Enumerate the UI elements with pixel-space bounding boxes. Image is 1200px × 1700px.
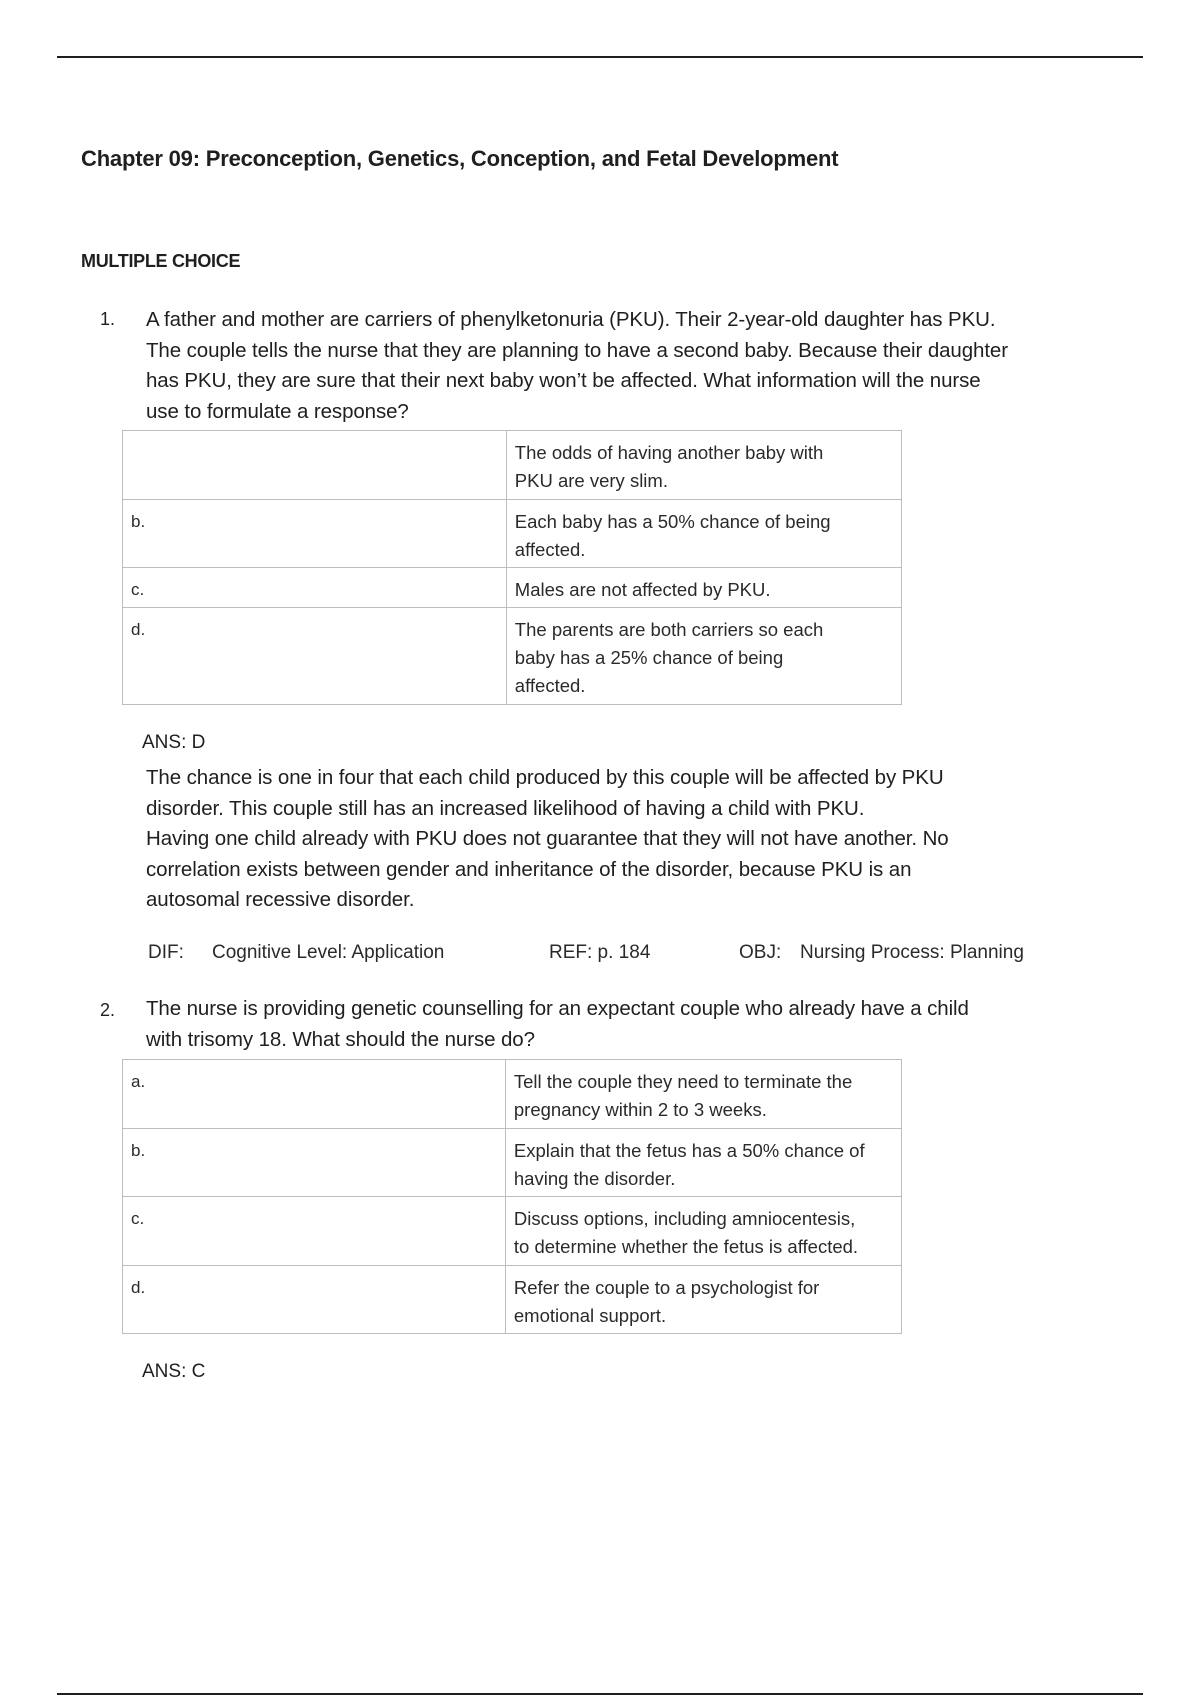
question-2-stem — [146, 994, 1096, 1055]
choice-line: emotional support. — [513, 1305, 667, 1326]
choice-line: affected. — [514, 675, 586, 696]
choice-text — [505, 1266, 901, 1334]
stem-line: A father and mother are carriers of phenylketonuria (PKU). Their 2-year-old daughter has PKU. — [146, 308, 996, 331]
choice-text — [505, 1129, 901, 1197]
choice-text — [506, 568, 901, 608]
choice-row-c[interactable] — [123, 1197, 902, 1266]
stem-line: use to formulate a response? — [146, 399, 409, 423]
question-2-choices — [122, 1059, 902, 1334]
rationale-line: autosomal recessive disorder. — [146, 888, 415, 911]
rationale-line: disorder. This couple still has an increased likelihood of having a child with PKU. — [146, 796, 865, 820]
choice-row-a[interactable] — [123, 1060, 902, 1129]
choice-line: Explain that the fetus has a 50% chance of — [513, 1140, 865, 1161]
choice-letter: b. — [123, 1129, 506, 1197]
choice-letter: b. — [123, 500, 507, 568]
question-1-stem — [146, 305, 1096, 427]
choice-row-c[interactable] — [123, 568, 902, 608]
top-rule — [57, 56, 1143, 58]
choice-line: The parents are both carriers so each — [514, 619, 824, 640]
choice-line: affected. — [514, 539, 586, 560]
section-heading: MULTIPLE CHOICE — [81, 251, 241, 271]
choice-line: Each baby has a 50% chance of being — [514, 511, 831, 532]
choice-text — [506, 608, 901, 705]
bottom-rule — [57, 1693, 1143, 1695]
page-reference: REF: p. 184 — [549, 942, 651, 963]
choice-line: Tell the couple they need to terminate the — [513, 1071, 853, 1092]
choice-row-d[interactable] — [123, 608, 902, 705]
difficulty-label: DIF: — [148, 942, 184, 963]
chapter-title: Chapter 09: Preconception, Genetics, Conception, and Fetal Development — [81, 146, 839, 171]
choice-letter: d. — [123, 1266, 506, 1334]
rationale-line: Having one child already with PKU does not guarantee that they will not have another. No — [146, 827, 949, 850]
choice-text — [505, 1060, 901, 1129]
choice-text — [506, 500, 901, 568]
choice-line: baby has a 25% chance of being — [514, 647, 784, 668]
objective-value: Nursing Process: Planning — [800, 942, 1024, 963]
question-1-answer: ANS: D — [142, 732, 206, 753]
question-1-number: 1. — [100, 309, 116, 329]
choice-line: to determine whether the fetus is affected. — [513, 1236, 859, 1257]
choice-line: Discuss options, including amniocentesis, — [513, 1208, 856, 1229]
choice-text — [505, 1197, 901, 1266]
choice-line: having the disorder. — [513, 1168, 676, 1189]
stem-line: with trisomy 18. What should the nurse do? — [146, 1027, 535, 1051]
stem-line: has PKU, they are sure that their next baby won’t be affected. What information will the nurse — [146, 369, 981, 392]
question-2-answer: ANS: C — [142, 1361, 206, 1382]
choice-line: The odds of having another baby with — [514, 442, 824, 463]
question-1-choices — [122, 430, 902, 705]
choice-letter: c. — [123, 568, 507, 608]
question-2-number: 2. — [100, 1000, 116, 1020]
stem-line: The nurse is providing genetic counselling for an expectant couple who already have a child — [146, 997, 969, 1020]
choice-line: PKU are very slim. — [514, 470, 668, 491]
question-1-rationale — [146, 763, 1066, 916]
rationale-line: correlation exists between gender and inheritance of the disorder, because PKU is an — [146, 857, 912, 881]
difficulty-value: Cognitive Level: Application — [212, 942, 445, 963]
choice-row-b[interactable] — [123, 500, 902, 568]
choice-row-a[interactable] — [123, 431, 902, 500]
choice-row-d[interactable] — [123, 1266, 902, 1334]
choice-text — [506, 431, 901, 500]
choice-letter: a. — [123, 1060, 506, 1129]
stem-line: The couple tells the nurse that they are planning to have a second baby. Because their daughter — [146, 338, 1008, 362]
objective-label: OBJ: — [739, 942, 782, 963]
choice-letter — [123, 431, 507, 500]
choice-letter: d. — [123, 608, 507, 705]
choice-line: pregnancy within 2 to 3 weeks. — [513, 1099, 767, 1120]
rationale-line: The chance is one in four that each child produced by this couple will be affected by PKU — [146, 766, 944, 789]
choice-row-b[interactable] — [123, 1129, 902, 1197]
choice-letter: c. — [123, 1197, 506, 1266]
choice-line: Refer the couple to a psychologist for — [513, 1277, 820, 1298]
choice-line: Males are not affected by PKU. — [514, 579, 771, 600]
